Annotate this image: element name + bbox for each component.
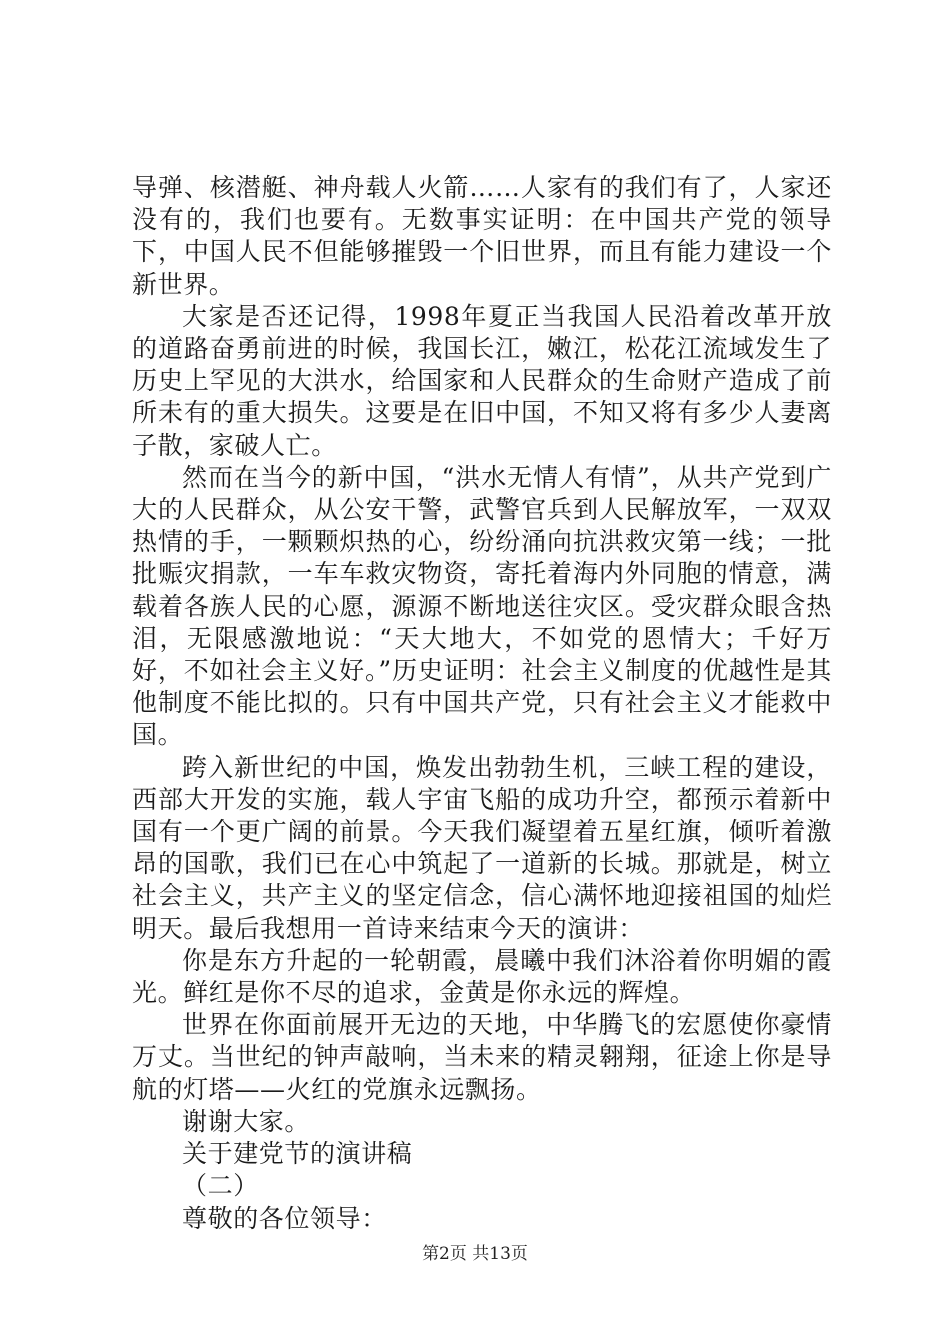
- paragraph-flood-1998: 大家是否还记得，1998年夏正当我国人民沿着改革开放的道路奋勇前进的时候，我国长江，嫩江，松花江流域发生了历史上罕见的大洪水，给国家和人民群众的生命财产造成了前所未有的重大损失。这要是在旧中国，不知又将有多少人妻离子散，家破人亡。: [132, 301, 832, 460]
- paragraph-new-century: 跨入新世纪的中国，焕发出勃勃生机，三峡工程的建设，西部大开发的实施，载人宇宙飞船的成功升空，都预示着新中国有一个更广阔的前景。今天我们凝望着五星红旗，倾听着激昂的国歌，我们已在心中筑起了一道新的长城。那就是，树立社会主义，共产主义的坚定信念，信心满怀地迎接祖国的灿烂明天。最后我想用一首诗来结束今天的演讲：: [132, 752, 832, 943]
- page-footer: 第2页 共13页: [422, 1244, 528, 1264]
- paragraph-thanks: 谢谢大家。: [182, 1106, 311, 1136]
- section-number: （二）: [182, 1171, 259, 1201]
- paragraph-continuation: 导弹、核潜艇、神舟载人火箭……人家有的我们有了，人家还没有的，我们也要有。无数事实证明：在中国共产党的领导下，中国人民不但能够摧毁一个旧世界，而且有能力建设一个新世界。: [132, 173, 832, 299]
- paragraph-poem-2: 世界在你面前展开无边的天地，中华腾飞的宏愿使你豪情万丈。当世纪的钟声敲响，当未来的精灵翱翔，征途上你是导航的灯塔——火红的党旗永远飘扬。: [132, 1010, 832, 1104]
- paragraph-new-china: 然而在当今的新中国，“洪水无情人有情”，从共产党到广大的人民群众，从公安干警，武警官兵到人民解放军，一双双热情的手，一颗颗炽热的心，纷纷涌向抗洪救灾第一线；一批批赈灾捐款，一车车救灾物资，寄托着海内外同胞的情意，满载着各族人民的心愿，源源不断地送往灾区。受灾群众眼含热泪，无限感激地说：“天大地大，不如党的恩情大；千好万好，不如社会主义好。”历史证明：社会主义制度的优越性是其他制度不能比拟的。只有中国共产党，只有社会主义才能救中国。: [132, 462, 832, 750]
- salutation: 尊敬的各位领导：: [182, 1203, 387, 1233]
- section-title: 关于建党节的演讲稿: [182, 1139, 413, 1169]
- paragraph-poem-1: 你是东方升起的一轮朝霞，晨曦中我们沐浴着你明媚的霞光。鲜红是你不尽的追求，金黄是你永远的辉煌。: [132, 945, 832, 1008]
- document-body: [132, 172, 832, 1235]
